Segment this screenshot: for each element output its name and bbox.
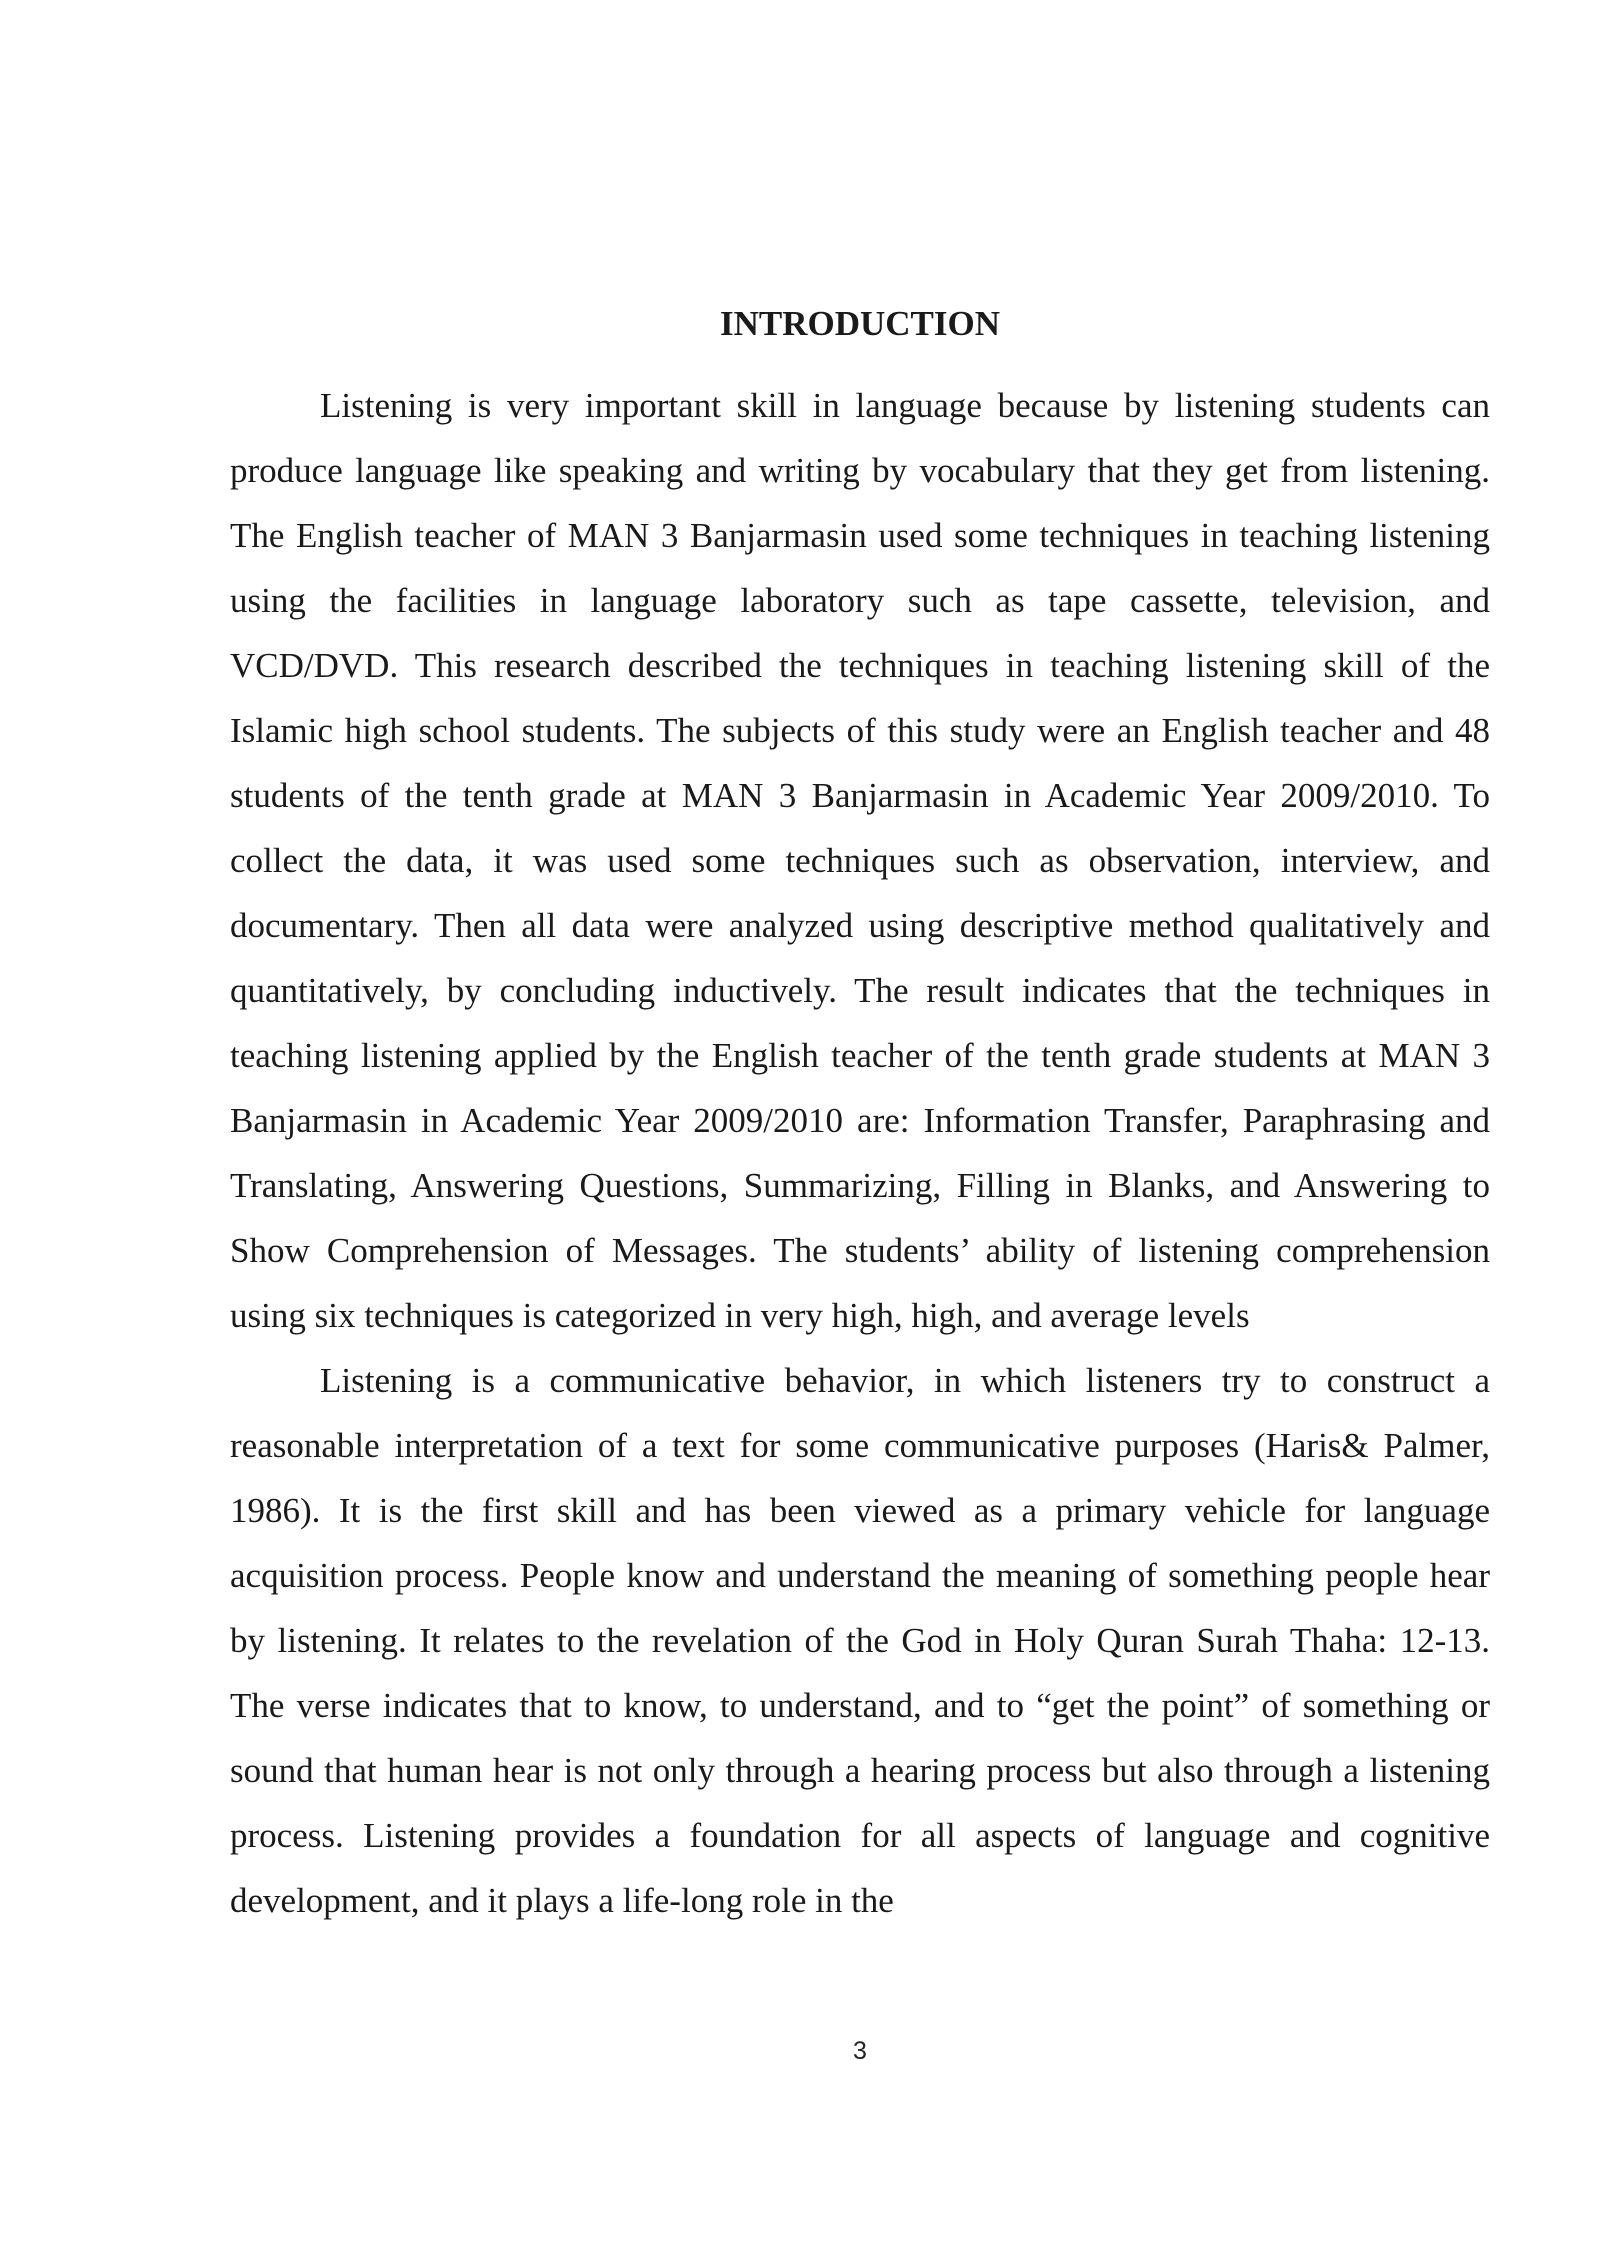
page-number: 3 bbox=[853, 2037, 867, 2065]
paragraph-1: Listening is very important skill in language because by listening students can produce language like speaking and writing by vocabulary that they get from listening. The English teacher of MAN 3 Banjarmasin used some techniques in teaching listening using the facilities in language laboratory such as tape cassette, television, and VCD/DVD. This research described the techniques in teaching listening skill of the Islamic high school students. The subjects of this study were an English teacher and 48 students of the tenth grade at MAN 3 Banjarmasin in Academic Year 2009/2010. To collect the data, it was used some techniques such as observation, interview, and documentary. Then all data were analyzed using descriptive method qualitatively and quantitatively, by concluding inductively. The result indicates that the techniques in teaching listening applied by the English teacher of the tenth grade students at MAN 3 Banjarmasin in Academic Year 2009/2010 are: Information Transfer, Paraphrasing and Translating, Answering Questions, Summarizing, Filling in Blanks, and Answering to Show Comprehension of Messages. The students’ ability of listening comprehension using six techniques is categorized in very high, high, and average levels bbox=[230, 386, 1490, 1335]
paragraph-2: Listening is a communicative behavior, in which listeners try to construct a reasonable interpretation of a text for some communicative purposes (Haris& Palmer, 1986). It is the first skill and has been viewed as a primary vehicle for language acquisition process. People know and understand the meaning of something people hear by listening. It relates to the revelation of the God in Holy Quran Surah Thaha: 12-13. The verse indicates that to know, to understand, and to “get the point” of something or sound that human hear is not only through a hearing process but also through a listening process. Listening provides a foundation for all aspects of language and cognitive development, and it plays a life-long role in the bbox=[230, 1361, 1490, 1920]
body-text bbox=[230, 373, 1490, 1933]
section-heading: INTRODUCTION bbox=[719, 304, 1001, 343]
